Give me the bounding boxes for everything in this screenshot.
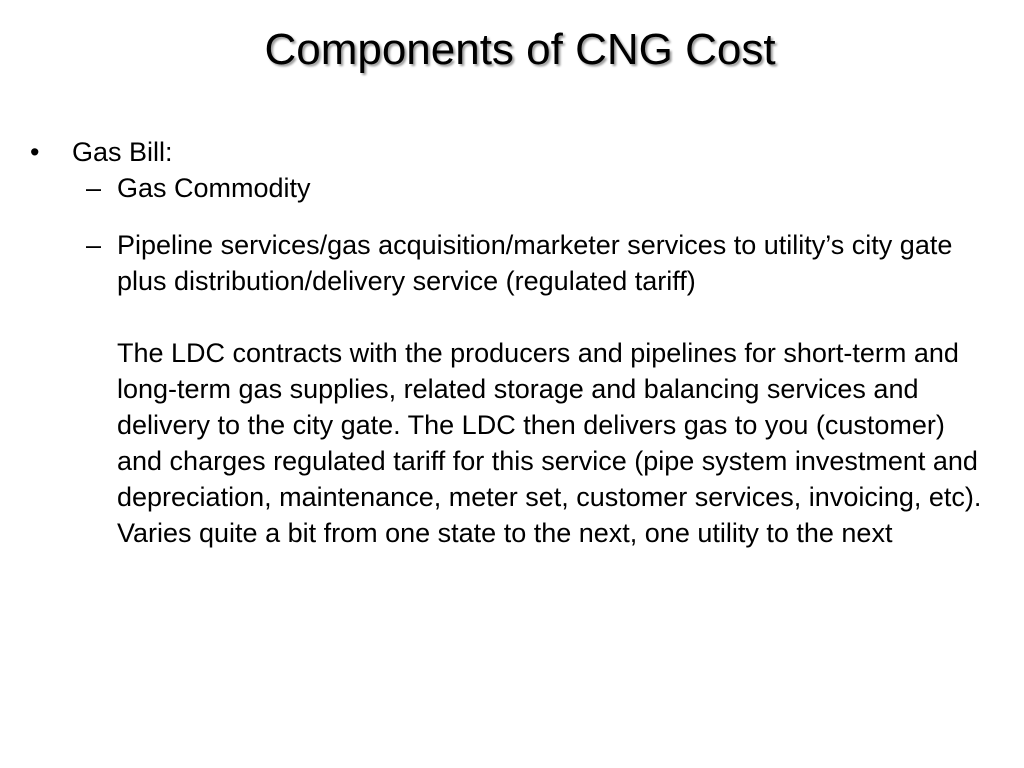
bullet-item-gas-bill (30, 134, 990, 170)
ldc-explanation-paragraph: The LDC contracts with the producers and pipelines for short-term and long-term gas supplies, related storage and balancing services and delivery to the city gate. The LDC then delivers gas to you (customer) and charges regulated tariff for this service (pipe system investment and depreciation, maintenance, meter set, customer services, invoicing, etc). Varies quite a bit from one state to the next, one utility to the next (117, 338, 982, 548)
slide-body (30, 134, 990, 551)
dash-marker: – (86, 230, 102, 260)
sub-item-text: Pipeline services/gas acquisition/marketer services to utility’s city gate plus distribution/delivery service (regulated tariff) (117, 230, 953, 296)
sub-item-pipeline-services (30, 227, 990, 551)
bullet-marker: • (30, 137, 40, 167)
bullet-text: Gas Bill: (72, 137, 173, 167)
sub-item-text: Gas Commodity (117, 173, 311, 203)
dash-marker: – (86, 173, 102, 203)
sub-item-gas-commodity (30, 170, 990, 206)
slide-title: Components of CNG Cost (264, 25, 776, 74)
